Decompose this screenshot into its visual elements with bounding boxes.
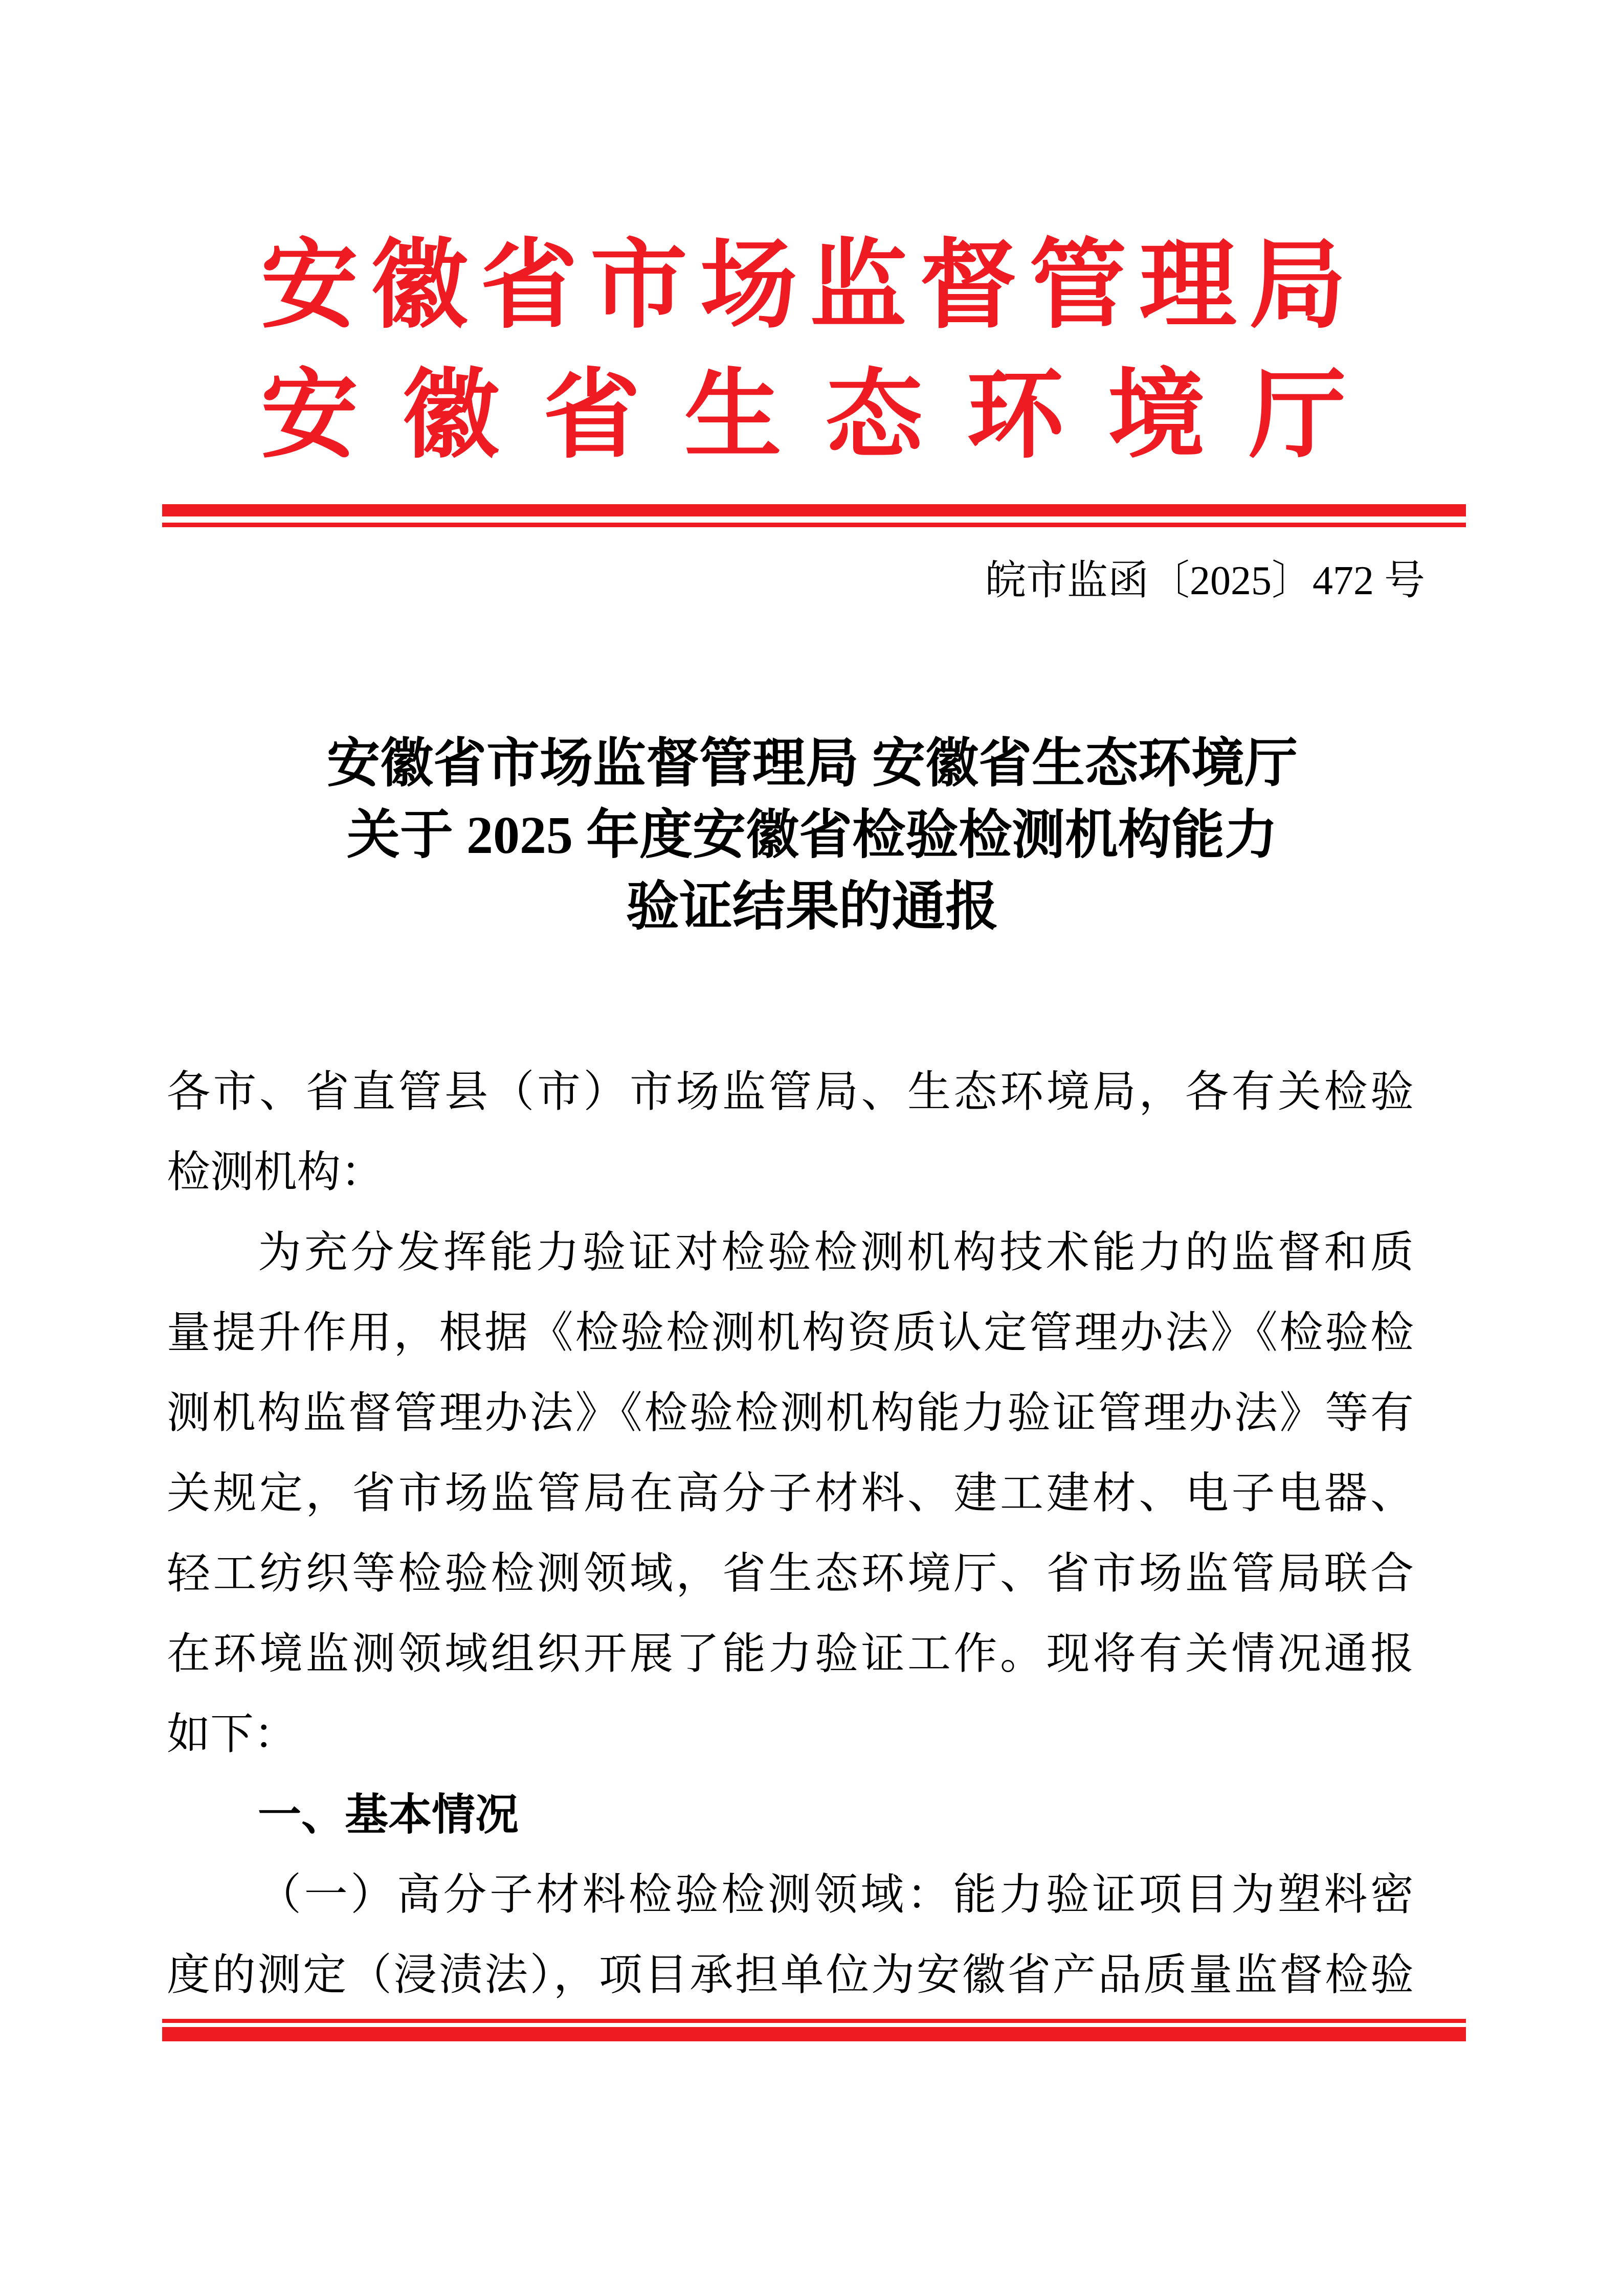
header-rule-thin — [162, 523, 1466, 527]
paragraph-1-line-7: 如下： — [167, 1710, 298, 1759]
paragraph-1-line-1: 为充分发挥能力验证对检验检测机构技术能力的监督和质 — [258, 1229, 1414, 1277]
paragraph-1-line-6: 在环境监测领域组织开展了能力验证工作。现将有关情况通报 — [167, 1630, 1414, 1678]
title-line-2: 关于 2025 年度安徽省检验检测机构能力 — [346, 806, 1278, 865]
document-number: 皖市监函〔2025〕472 号 — [985, 558, 1425, 603]
document-title — [165, 728, 1460, 943]
paragraph-1-line-3: 测机构监督管理办法》《检验检测机构能力验证管理办法》等有 — [167, 1389, 1414, 1437]
title-line-1: 安徽省市场监督管理局 安徽省生态环境厅 — [326, 734, 1298, 793]
salutation-line-2: 检测机构： — [167, 1149, 385, 1197]
footer-rule-thick — [162, 2027, 1466, 2041]
agency-name-line2: 安 徽 省 生 态 环 境 厅 — [261, 363, 1346, 470]
paragraph-2-line-1: （一）高分子材料检验检测领域：能力验证项目为塑料密 — [258, 1871, 1414, 1919]
paragraph-2-line-2: 度的测定（浸渍法），项目承担单位为安徽省产品质量监督检验 — [167, 1951, 1414, 1999]
paragraph-1-line-2: 量提升作用，根据《检验检测机构资质认定管理办法》《检验检 — [167, 1309, 1414, 1357]
title-line-3: 验证结果的通报 — [626, 877, 998, 936]
paragraph-1-line-4: 关规定，省市场监管局在高分子材料、建工建材、电子电器、 — [167, 1470, 1414, 1518]
paragraph-1-line-5: 轻工纺织等检验检测领域，省生态环境厅、省市场监管局联合 — [167, 1550, 1414, 1598]
header-rule-thick — [162, 504, 1466, 516]
agency-name-line1: 安 徽 省 市 场 监 督 管 理 局 — [261, 233, 1346, 340]
document-body — [167, 1052, 1414, 2016]
section-1-heading: 一、基本情况 — [258, 1790, 519, 1840]
footer-rule-thin — [162, 2019, 1466, 2023]
salutation-line-1: 各市、省直管县（市）市场监管局、生态环境局，各有关检验 — [167, 1068, 1414, 1116]
